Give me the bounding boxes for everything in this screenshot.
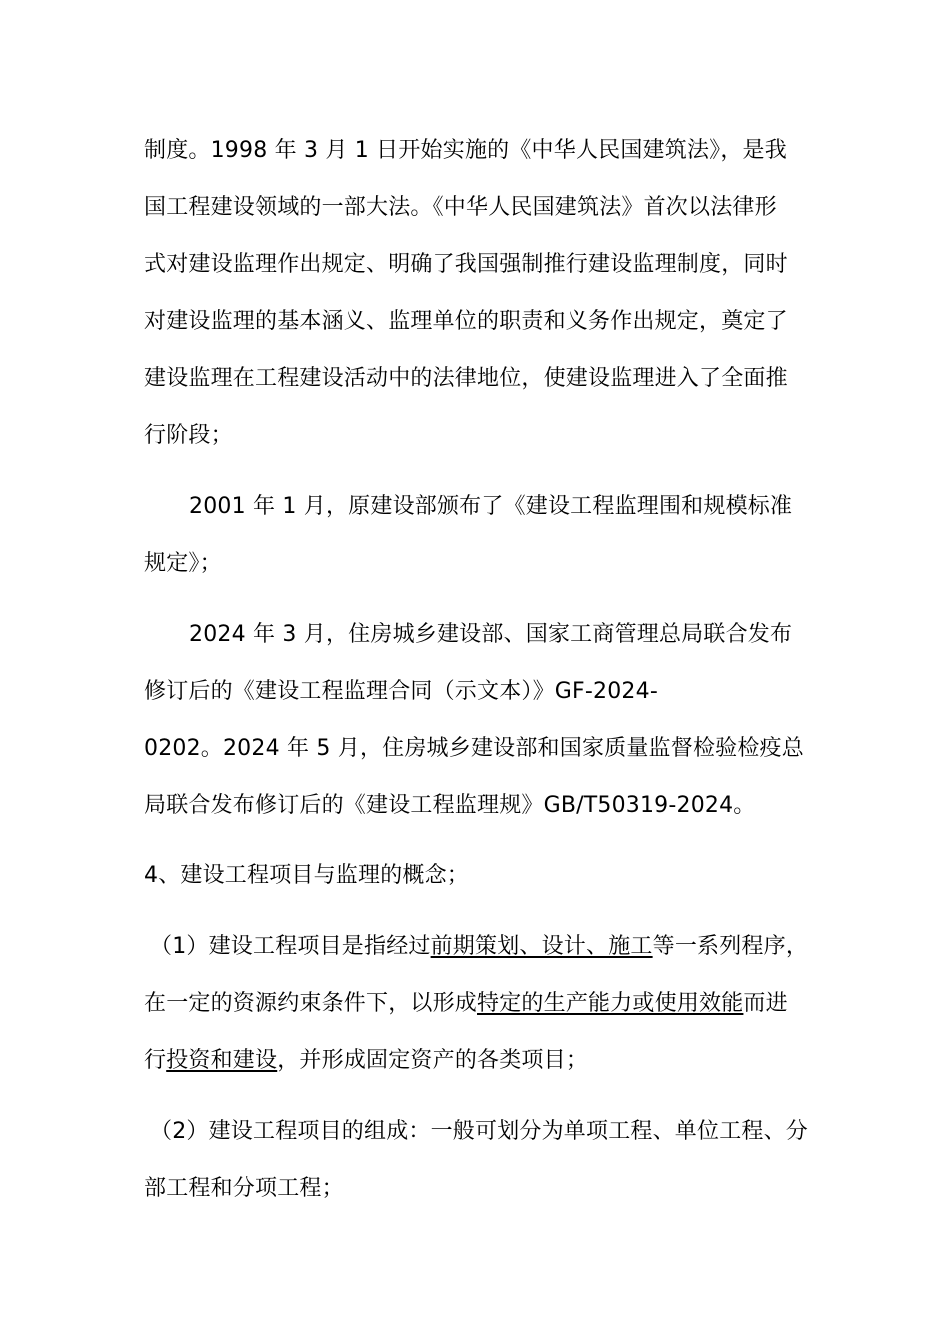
text-span: 在一定的资源约束条件下，以形成 xyxy=(144,991,478,1016)
list-item-line xyxy=(144,989,788,1019)
paragraph-line: 行阶段； xyxy=(144,423,233,448)
underlined-text: 特定的生产能力或使用效能 xyxy=(477,991,744,1016)
list-item-line: 部工程和分项工程； xyxy=(144,1176,344,1201)
underlined-text: 前期策划、设计、施工 xyxy=(430,934,653,959)
text-span: ，并形成固定资产的各类项目； xyxy=(277,1048,589,1073)
paragraph-line: 式对建设监理作出规定、明确了我国强制推行建设监理制度，同时 xyxy=(144,252,788,277)
paragraph-line: 规定》； xyxy=(144,551,222,576)
paragraph-line: 对建设监理的基本涵义、监理单位的职责和义务作出规定，奠定了 xyxy=(144,309,788,334)
section-heading: 4、建设工程项目与监理的概念； xyxy=(144,863,469,888)
list-item-line xyxy=(144,1046,588,1076)
text-span: （1）建设工程项目是指经过 xyxy=(150,934,431,959)
paragraph-line: 修订后的《建设工程监理合同（示文本）》GF-2024- xyxy=(144,679,658,704)
paragraph-line: 国工程建设领域的一部大法。《中华人民国建筑法》首次以法律形 xyxy=(144,195,777,220)
text-span: 等一系列程序， xyxy=(652,934,809,959)
paragraph-line: 0202。2024 年 5 月，住房城乡建设部和国家质量监督检验检疫总 xyxy=(144,736,804,761)
text-span: 而进 xyxy=(743,991,788,1016)
paragraph-line: 2024 年 3 月，住房城乡建设部、国家工商管理总局联合发布 xyxy=(189,622,793,647)
underlined-text: 投资和建设 xyxy=(166,1048,278,1073)
text-span: 行 xyxy=(144,1048,167,1073)
list-item-line xyxy=(150,932,808,962)
paragraph-line: 制度。1998 年 3 月 1 日开始实施的《中华人民国建筑法》，是我 xyxy=(144,138,787,163)
paragraph-line: 建设监理在工程建设活动中的法律地位，使建设监理进入了全面推 xyxy=(144,366,788,391)
paragraph-line: 2001 年 1 月，原建设部颁布了《建设工程监理围和规模标准 xyxy=(189,494,793,519)
paragraph-line: 局联合发布修订后的《建设工程监理规》GB/T50319-2024。 xyxy=(144,793,756,818)
list-item-line: （2）建设工程项目的组成：一般可划分为单项工程、单位工程、分 xyxy=(150,1119,808,1144)
